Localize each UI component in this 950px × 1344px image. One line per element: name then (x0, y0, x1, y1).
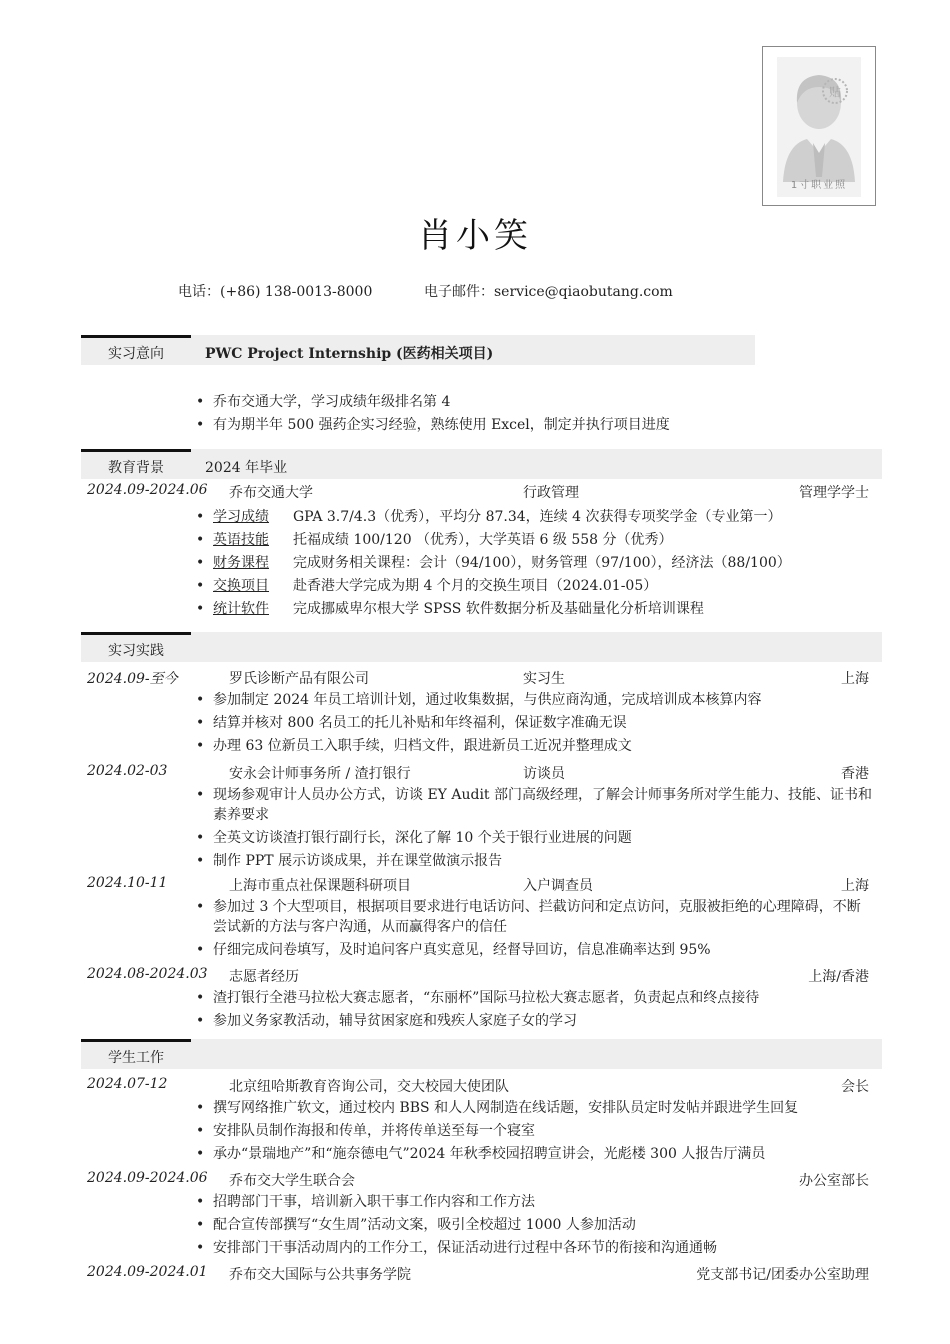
internship-entry-row (87, 668, 869, 688)
entry-position: 办公室部长 (799, 1173, 869, 1189)
list-item: • 乔布交通大学，学习成绩年级排名第 4 (194, 392, 874, 412)
internship-entry-row (87, 875, 869, 895)
internship-bullets (194, 897, 874, 963)
item-label: 学习成绩 (213, 509, 269, 525)
entry-role: 访谈员 (523, 766, 565, 782)
internship-entry-row (87, 763, 869, 783)
entry-date: 2024.02-03 (87, 763, 168, 779)
list-item (194, 576, 874, 596)
item-label: 财务课程 (213, 555, 269, 571)
list-item: • 制作 PPT 展示访谈成果，并在课堂做演示报告 (194, 851, 874, 871)
section-title: 学生工作 (108, 1050, 164, 1066)
entry-date: 2024.09-2024.06 (87, 482, 208, 498)
photo-caption: 1寸职业照 (790, 180, 848, 191)
entry-date: 2024.08-2024.03 (87, 966, 208, 982)
student-work-entry-row (87, 1076, 869, 1096)
list-item (194, 553, 874, 573)
list-item: • 参加过 3 个大型项目，根据项目要求进行电话访问、拦截访问和定点访问，克服被拒绝的心理障碍，不断尝试新的方法与客户沟通，从而赢得客户的信任 (194, 897, 874, 937)
entry-org: 上海市重点社保课题科研项目 (229, 878, 411, 894)
school-name: 乔布交通大学 (229, 485, 313, 501)
list-item (194, 599, 874, 619)
student-work-bullets (194, 1098, 874, 1167)
list-item: • 参加义务家教活动，辅导贫困家庭和残疾人家庭子女的学习 (194, 1011, 874, 1031)
list-item: • 招聘部门干事，培训新入职干事工作内容和工作方法 (194, 1192, 874, 1212)
internship-bullets (194, 785, 874, 874)
item-label: 统计软件 (213, 601, 269, 617)
id-photo (762, 46, 876, 206)
section-header-intent (81, 335, 755, 365)
list-item: • 办理 63 位新员工入职手续，归档文件，跟进新员工近况并整理成文 (194, 736, 874, 756)
internship-entry-row (87, 966, 869, 986)
entry-position: 党支部书记/团委办公室助理 (696, 1267, 869, 1283)
list-item: • 渣打银行全港马拉松大赛志愿者，“东丽杯”国际马拉松大赛志愿者，负责起点和终点接待 (194, 988, 874, 1008)
item-label: 英语技能 (213, 532, 269, 548)
email-value: service@qiaobutang.com (494, 284, 673, 300)
entry-location: 上海/香港 (808, 969, 869, 985)
email-label: 电子邮件： (424, 284, 494, 300)
internship-bullets (194, 690, 874, 759)
entry-location: 香港 (841, 766, 869, 782)
intent-bullets (194, 392, 874, 438)
photo-placeholder (777, 57, 861, 197)
item-text: 赴香港大学完成为期 4 个月的交换生项目（2024.01-05） (293, 578, 658, 594)
entry-location: 上海 (841, 878, 869, 894)
student-work-entry-row (87, 1264, 869, 1284)
major: 行政管理 (523, 485, 579, 501)
item-text: GPA 3.7/4.3（优秀），平均分 87.34，连续 4 次获得专项奖学金（专业第一） (293, 509, 782, 525)
entry-org: 志愿者经历 (229, 969, 299, 985)
list-item: • 全英文访谈渣打银行副行长，深化了解 10 个关于银行业进展的问题 (194, 828, 874, 848)
entry-org: 安永会计师事务所 / 渣打银行 (229, 766, 411, 782)
section-title: 实习实践 (108, 643, 164, 659)
section-header-student-work (81, 1039, 882, 1069)
section-header-education (81, 449, 882, 479)
section-title: 实习意向 (108, 346, 164, 362)
list-item: • 安排部门干事活动周内的工作分工，保证活动进行过程中各环节的衔接和沟通通畅 (194, 1238, 874, 1258)
section-accent (81, 449, 191, 452)
email-line (424, 281, 673, 301)
list-item: • 参加制定 2024 年员工培训计划，通过收集数据，与供应商沟通，完成培训成本核算内容 (194, 690, 874, 710)
phone-line (178, 281, 372, 301)
entry-date: 2024.10-11 (87, 875, 168, 891)
item-text: 完成财务相关课程：会计（94/100），财务管理（97/100），经济法（88/100） (293, 555, 791, 571)
internship-bullets (194, 988, 874, 1034)
list-item: • 仔细完成问卷填写，及时追问客户真实意见，经督导回访，信息准确率达到 95% (194, 940, 874, 960)
list-item: • 承办“景瑞地产”和“施奈德电气”2024 年秋季校园招聘宣讲会，光彪楼 300 人报告厅满员 (194, 1144, 874, 1164)
phone-label: 电话： (178, 284, 220, 300)
list-item: • 安排队员制作海报和传单，并将传单送至每一个寝室 (194, 1121, 874, 1141)
phone-value: (+86) 138-0013-8000 (220, 284, 373, 300)
item-text: 完成挪威卑尔根大学 SPSS 软件数据分析及基础量化分析培训课程 (293, 601, 704, 617)
list-item: • 现场参观审计人员办公方式，访谈 EY Audit 部门高级经理，了解会计师事务所对学生能力、技能、证书和素养要求 (194, 785, 874, 825)
entry-role: 实习生 (523, 671, 565, 687)
list-item: • 撰写网络推广软文，通过校内 BBS 和人人网制造在线话题，安排队员定时发帖并跟进学生回复 (194, 1098, 874, 1118)
entry-location: 上海 (841, 671, 869, 687)
entry-position: 会长 (841, 1079, 869, 1095)
item-text: 托福成绩 100/120 （优秀），大学英语 6 级 558 分（优秀） (293, 532, 673, 548)
education-bullets (194, 507, 874, 622)
svg-text:贴: 贴 (828, 85, 842, 99)
entry-org: 乔布交大学生联合会 (229, 1173, 355, 1189)
degree: 管理学学士 (799, 485, 869, 501)
student-work-bullets (194, 1192, 874, 1261)
section-header-internship (81, 632, 882, 662)
entry-date: 2024.07-12 (87, 1076, 168, 1092)
entry-role: 入户调查员 (523, 878, 593, 894)
section-title: 教育背景 (108, 460, 164, 476)
section-accent (81, 1039, 191, 1042)
item-label: 交换项目 (213, 578, 269, 594)
entry-org: 罗氏诊断产品有限公司 (229, 671, 369, 687)
section-accent (81, 632, 191, 635)
education-row (87, 482, 869, 502)
list-item: • 配合宣传部撰写“女生周”活动文案，吸引全校超过 1000 人参加活动 (194, 1215, 874, 1235)
entry-date: 2024.09-至今 (87, 671, 178, 687)
list-item: • 有为期半年 500 强药企实习经验，熟练使用 Excel，制定并执行项目进度 (194, 415, 874, 435)
graduation-year: 2024 年毕业 (205, 460, 288, 476)
section-accent (81, 335, 191, 338)
list-item: • 结算并核对 800 名员工的托儿补贴和年终福利，保证数字准确无误 (194, 713, 874, 733)
list-item (194, 530, 874, 550)
candidate-name: 肖小笑 (418, 216, 532, 256)
student-work-entry-row (87, 1170, 869, 1190)
list-item (194, 507, 874, 527)
entry-date: 2024.09-2024.01 (87, 1264, 208, 1280)
entry-date: 2024.09-2024.06 (87, 1170, 208, 1186)
intent-value: PWC Project Internship (医药相关项目) (205, 346, 494, 362)
entry-org: 乔布交大国际与公共事务学院 (229, 1267, 411, 1283)
entry-org: 北京纽哈斯教育咨询公司，交大校园大使团队 (229, 1079, 509, 1095)
